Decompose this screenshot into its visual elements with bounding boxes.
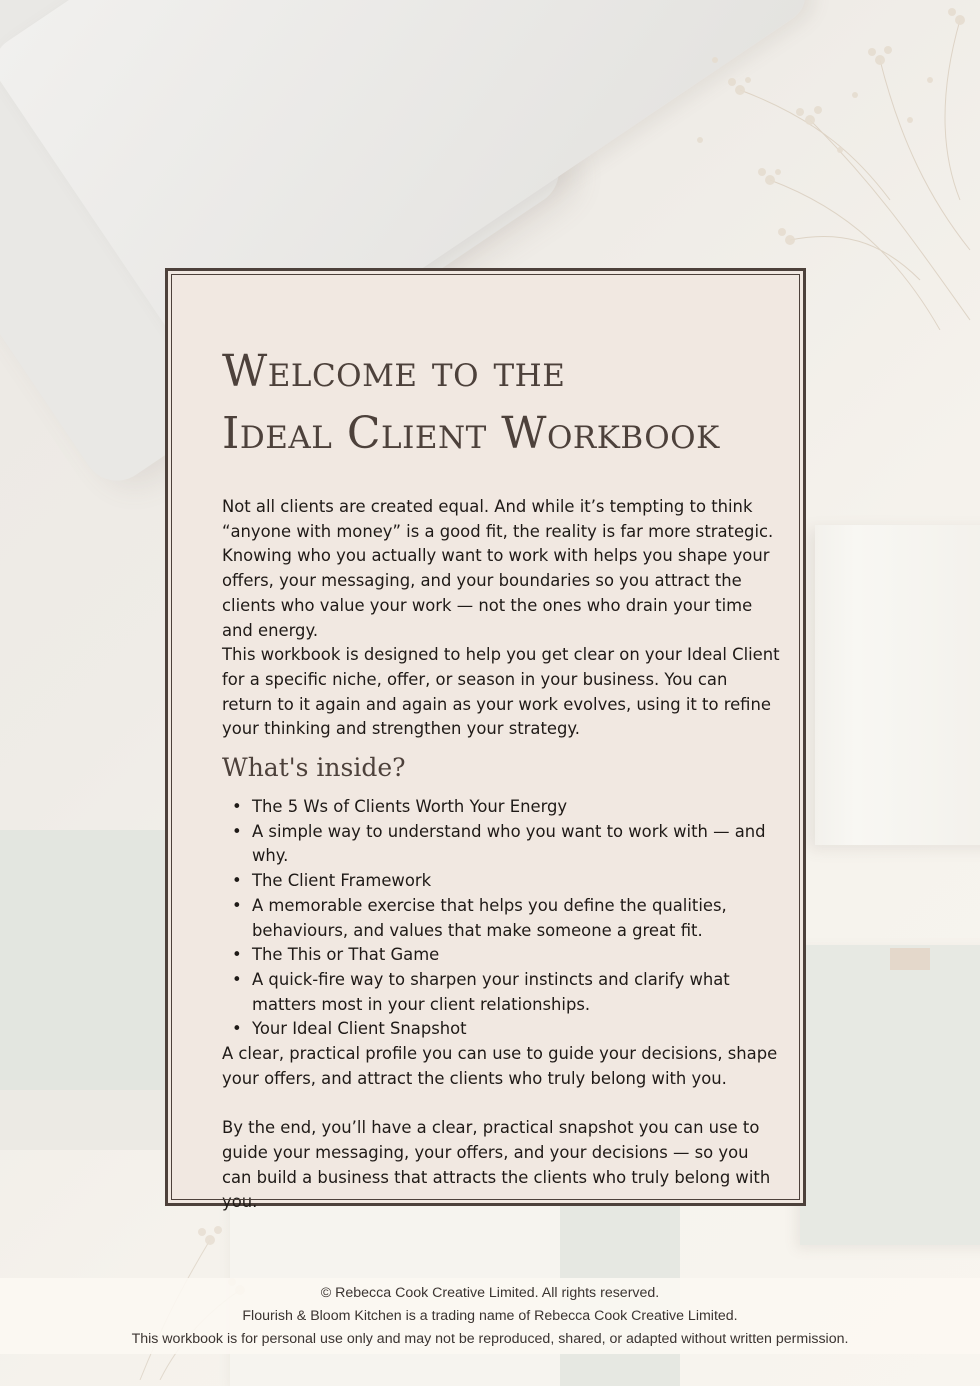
snapshot-description: A clear, practical profile you can use to guide your decisions, shape your offers, and attract the clients who truly belong with you.: [222, 1044, 778, 1088]
list-item: • A quick-fire way to sharpen your instincts and clarify what matters most in your client relationships.: [222, 968, 782, 1017]
footer: [0, 1278, 980, 1354]
closing-paragraph: By the end, you’ll have a clear, practical snapshot you can use to guide your messaging, your offers, and your decisions — so you can build a business that attracts the clients who truly belong with you.: [222, 1118, 771, 1212]
background-notebook-right: [815, 525, 980, 845]
page-title-line-2: Ideal Client Workbook: [222, 408, 720, 459]
feature-list: [222, 795, 782, 1042]
list-item: • A memorable exercise that helps you define the qualities, behaviours, and values that make someone a great fit.: [222, 894, 782, 943]
paragraph-spacer: [222, 1091, 782, 1116]
page-title: [222, 341, 782, 465]
card-content: [222, 341, 782, 1215]
background-tape: [890, 948, 930, 970]
intro-paragraph-1: Not all clients are created equal. And while it’s tempting to think “anyone with money” is a good fit, the reality is far more strategic. Knowing who you actually want to work with helps you shape your offers, your messaging, and your boundaries so you attract the clients who value your work — not the ones who drain your time and energy.: [222, 497, 774, 640]
intro-paragraph-2: This workbook is designed to help you get clear on your Ideal Client for a specific niche, offer, or season in your business. You can return to it again and again as your work evolves, using it to refine your thinking and strengthen your strategy.: [222, 645, 780, 739]
list-item: • The This or That Game: [222, 943, 782, 968]
page-title-line-1: Welcome to the: [222, 346, 566, 397]
list-item: • A simple way to understand who you want to work with — and why.: [222, 820, 782, 869]
background-notebook-right-lower: [800, 945, 980, 1245]
welcome-card: [165, 268, 806, 1212]
footer-usage-notice: This workbook is for personal use only and may not be reproduced, shared, or adapted without written permission.: [131, 1331, 849, 1347]
footer-copyright: © Rebecca Cook Creative Limited. All rights reserved.: [320, 1285, 660, 1301]
list-item: • Your Ideal Client Snapshot: [222, 1017, 782, 1042]
list-item: • The 5 Ws of Clients Worth Your Energy: [222, 795, 782, 820]
footer-trading-name: Flourish & Bloom Kitchen is a trading name of Rebecca Cook Creative Limited.: [242, 1308, 738, 1324]
list-item: • The Client Framework: [222, 869, 782, 894]
whats-inside-heading: What's inside?: [222, 753, 406, 783]
